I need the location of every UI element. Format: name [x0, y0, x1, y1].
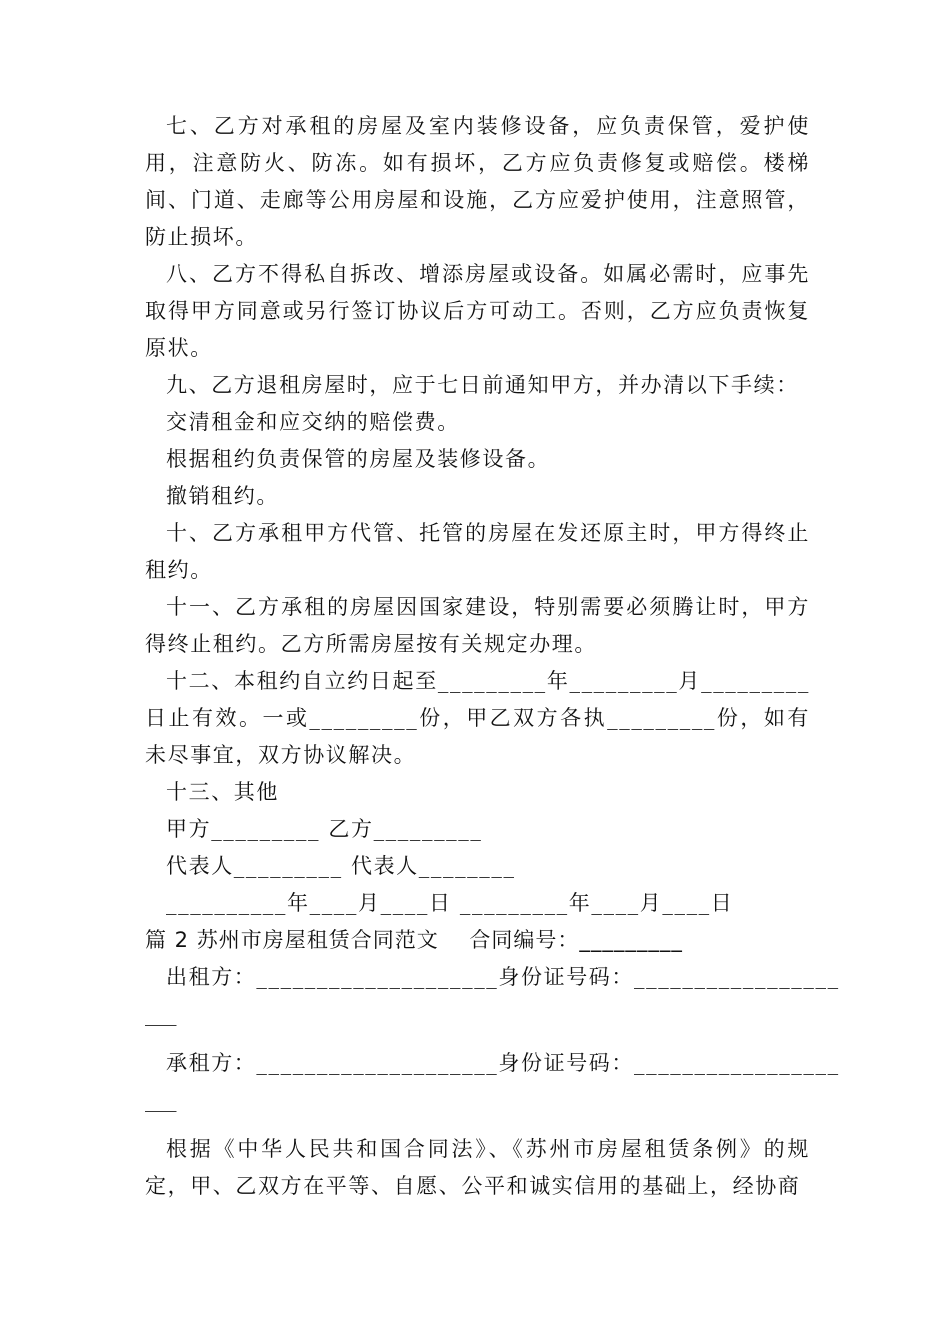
next-contract-heading: 篇 2 苏州市房屋租赁合同范文 合同编号：_________ — [145, 928, 683, 952]
clause-7: 七、乙方对承租的房屋及室内装修设备，应负责保管，爱护使用，注意防火、防冻。如有损坏，乙方应负责修复或赔偿。楼梯间、门道、走廊等公用房屋和设施，乙方应爱护使用，注意照管，防止损坏。 — [145, 114, 810, 249]
lessee-line-continuation: ___ — [145, 1088, 177, 1112]
preamble: 根据《中华人民共和国合同法》、《苏州市房屋租赁条例》的规定，甲、乙双方在平等、自愿、公平和诚实信用的基础上，经协商 — [145, 1137, 810, 1198]
lessor-line-continuation: ___ — [145, 1002, 177, 1026]
clause-9: 九、乙方退租房屋时，应于七日前通知甲方，并办清以下手续： — [166, 373, 799, 397]
lessee-line: 承租方：____________________身份证号码：_________________ — [166, 1051, 840, 1075]
clause-10: 十、乙方承租甲方代管、托管的房屋在发还原主时，甲方得终止租约。 — [145, 521, 810, 582]
clause-9-item-3: 撤销租约。 — [166, 484, 279, 508]
clause-11: 十一、乙方承租的房屋因国家建设，特别需要必须腾让时，甲方得终止租约。乙方所需房屋按有关规定办理。 — [145, 595, 810, 656]
clause-13: 十三、其他 — [166, 780, 279, 804]
clause-9-item-2: 根据租约负责保管的房屋及装修设备。 — [166, 447, 551, 471]
signature-dates: __________年____月____日 _________年____月____日 — [166, 891, 734, 915]
clause-12: 十二、本租约自立约日起至_________年_________月_________日止有效。一或_________份，甲乙双方各执_________份，如有未尽事宜，双方协议解决。 — [145, 669, 810, 767]
clause-8: 八、乙方不得私自拆改、增添房屋或设备。如属必需时，应事先取得甲方同意或另行签订协议后方可动工。否则，乙方应负责恢复原状。 — [145, 262, 810, 360]
document-page — [145, 108, 840, 1205]
signature-representatives: 代表人_________ 代表人________ — [166, 854, 516, 878]
signature-parties: 甲方_________ 乙方_________ — [166, 817, 483, 841]
clause-9-item-1: 交清租金和应交纳的赔偿费。 — [166, 410, 460, 434]
lessor-line: 出租方：____________________身份证号码：_________________ — [166, 965, 840, 989]
